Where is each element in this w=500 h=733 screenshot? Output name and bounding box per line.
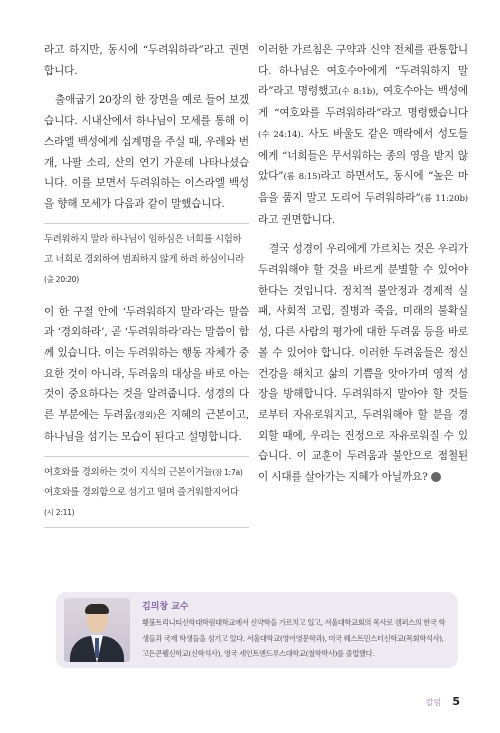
author-name: 김의창 교수 bbox=[142, 602, 189, 612]
section-label: 칼럼 bbox=[425, 698, 442, 707]
page-number: 5 bbox=[452, 695, 460, 708]
paragraph: 라고 하지만, 동시에 “두려워하라”라고 권면합니다. bbox=[44, 44, 249, 77]
author-box bbox=[56, 592, 458, 668]
scripture-quote bbox=[44, 223, 249, 290]
paragraph-text: 이 한 구절 안에 ‘두려워하지 말라’라는 말씀과 ‘경외하라’, 곧 ‘두려워하라’라는 말씀이 함께 있습니다. 이는 두려워하는 행동 자체가 중요한 것이 아니라, 두려움의 대상을 바로 아는 것이 중요하다는 것을 알려줍니다. 성경의 다른 부분에는 두려움 bbox=[44, 305, 249, 422]
author-bio: 횃불트리니티신학대학원대학교에서 신약학을 가르치고 있고, 서울대학교회의 목사로 캠퍼스의 한국 학생들과 국제 학생들을 섬기고 있다. 서울대학교(영어영문학과), 미국 웨스트민스터신학교(목회학석사), 고든콘웰신학교(신학석사), 영국 세인트앤드루스대학교(철학박사)를 졸업했다. bbox=[142, 618, 446, 658]
quote-text: 여호와를 경외함으로 섬기고 떨며 즐거워할지어다 bbox=[44, 486, 239, 498]
paragraph bbox=[258, 40, 468, 230]
paragraph-text: , 여호수아는 백성에게 “여호와를 두려워하라”라고 명령했습니다 bbox=[258, 85, 468, 120]
reference: (수 24:14) bbox=[258, 129, 301, 140]
paragraph-text: 라고 하면서도, 동시에 “높은 마음을 품지 말고 도리어 두려워하라” bbox=[258, 170, 468, 204]
paragraph bbox=[258, 239, 468, 487]
quote-reference: (출 20:20) bbox=[44, 274, 79, 284]
paragraph bbox=[44, 302, 249, 448]
reference: (경외) bbox=[133, 411, 157, 422]
reference: (롬 11:20b) bbox=[420, 193, 468, 204]
scripture-quote bbox=[44, 456, 249, 528]
author-photo bbox=[64, 598, 130, 662]
page-footer bbox=[426, 690, 460, 709]
reference: (롬 8:15) bbox=[283, 172, 321, 183]
quote-reference: (시 2:11) bbox=[44, 507, 75, 517]
paragraph-text: 라고 권면합니다. bbox=[258, 213, 336, 226]
end-mark-icon: CM bbox=[431, 472, 441, 482]
quote-text: 두려워하지 말라 하나님이 임하심은 너희를 시험하고 너희로 경외하여 범죄하지 않게 하려 하심이니라 bbox=[44, 233, 244, 265]
paragraph-text: 이러한 가르침은 구약과 신약 전체를 관통합니다. 하나님은 여호수아에게 “두려워하지 말라”라고 명령했고 bbox=[258, 44, 468, 98]
quote-reference: (잠 1:7a) bbox=[212, 467, 243, 477]
left-column bbox=[44, 40, 249, 540]
paragraph-text: . 사도 바울도 같은 맥락에서 성도들에게 “너희들은 무서워하는 종의 영을 받지 않았다” bbox=[258, 127, 469, 183]
right-column bbox=[258, 40, 468, 488]
paragraph: 출애굽기 20장의 한 장면을 예로 들어 보겠습니다. 시내산에서 하나님이 모세를 통해 이스라엘 백성에게 십계명을 주실 때, 우레와 번개, 나팔 소리, 산의 연기 가운데 나타나셨습니다. 이를 보면서 두려워하는 이스라엘 백성을 향해 모세가 다음과 같이 말했습니다. bbox=[44, 94, 249, 210]
paragraph-text: 결국 성경이 우리에게 가르치는 것은 우리가 두려워해야 할 것을 바르게 분별할 수 있어야 한다는 것입니다. 정치적 불안정과 경제적 실패, 사회적 고립, 질병과 죽음, 미래의 불확실성, 다른 사람의 평가에 대한 두려움 등을 바로 볼 수 있어야 합니다. 이러한 두려움들은 정신 건강을 해치고 삶의 기쁨을 앗아가며 영적 성장을 방해합니다. 두려워하지 말아야 할 것들로부터 자유로워지고, 두려워해야 할 분을 경외할 때에, 우리는 진정으로 자유로워질 수 있습니다. 이 교훈이 두려움과 불안으로 점철된 이 시대를 살아가는 지혜가 아닐까요? bbox=[258, 243, 468, 484]
reference: (수 8:1b) bbox=[338, 87, 376, 98]
quote-text: 여호와를 경외하는 것이 지식의 근본이거늘 bbox=[44, 466, 213, 478]
paragraph-text: 은 지혜의 근본이고, 하나님을 섬기는 모습이 된다고 설명합니다. bbox=[44, 409, 249, 443]
